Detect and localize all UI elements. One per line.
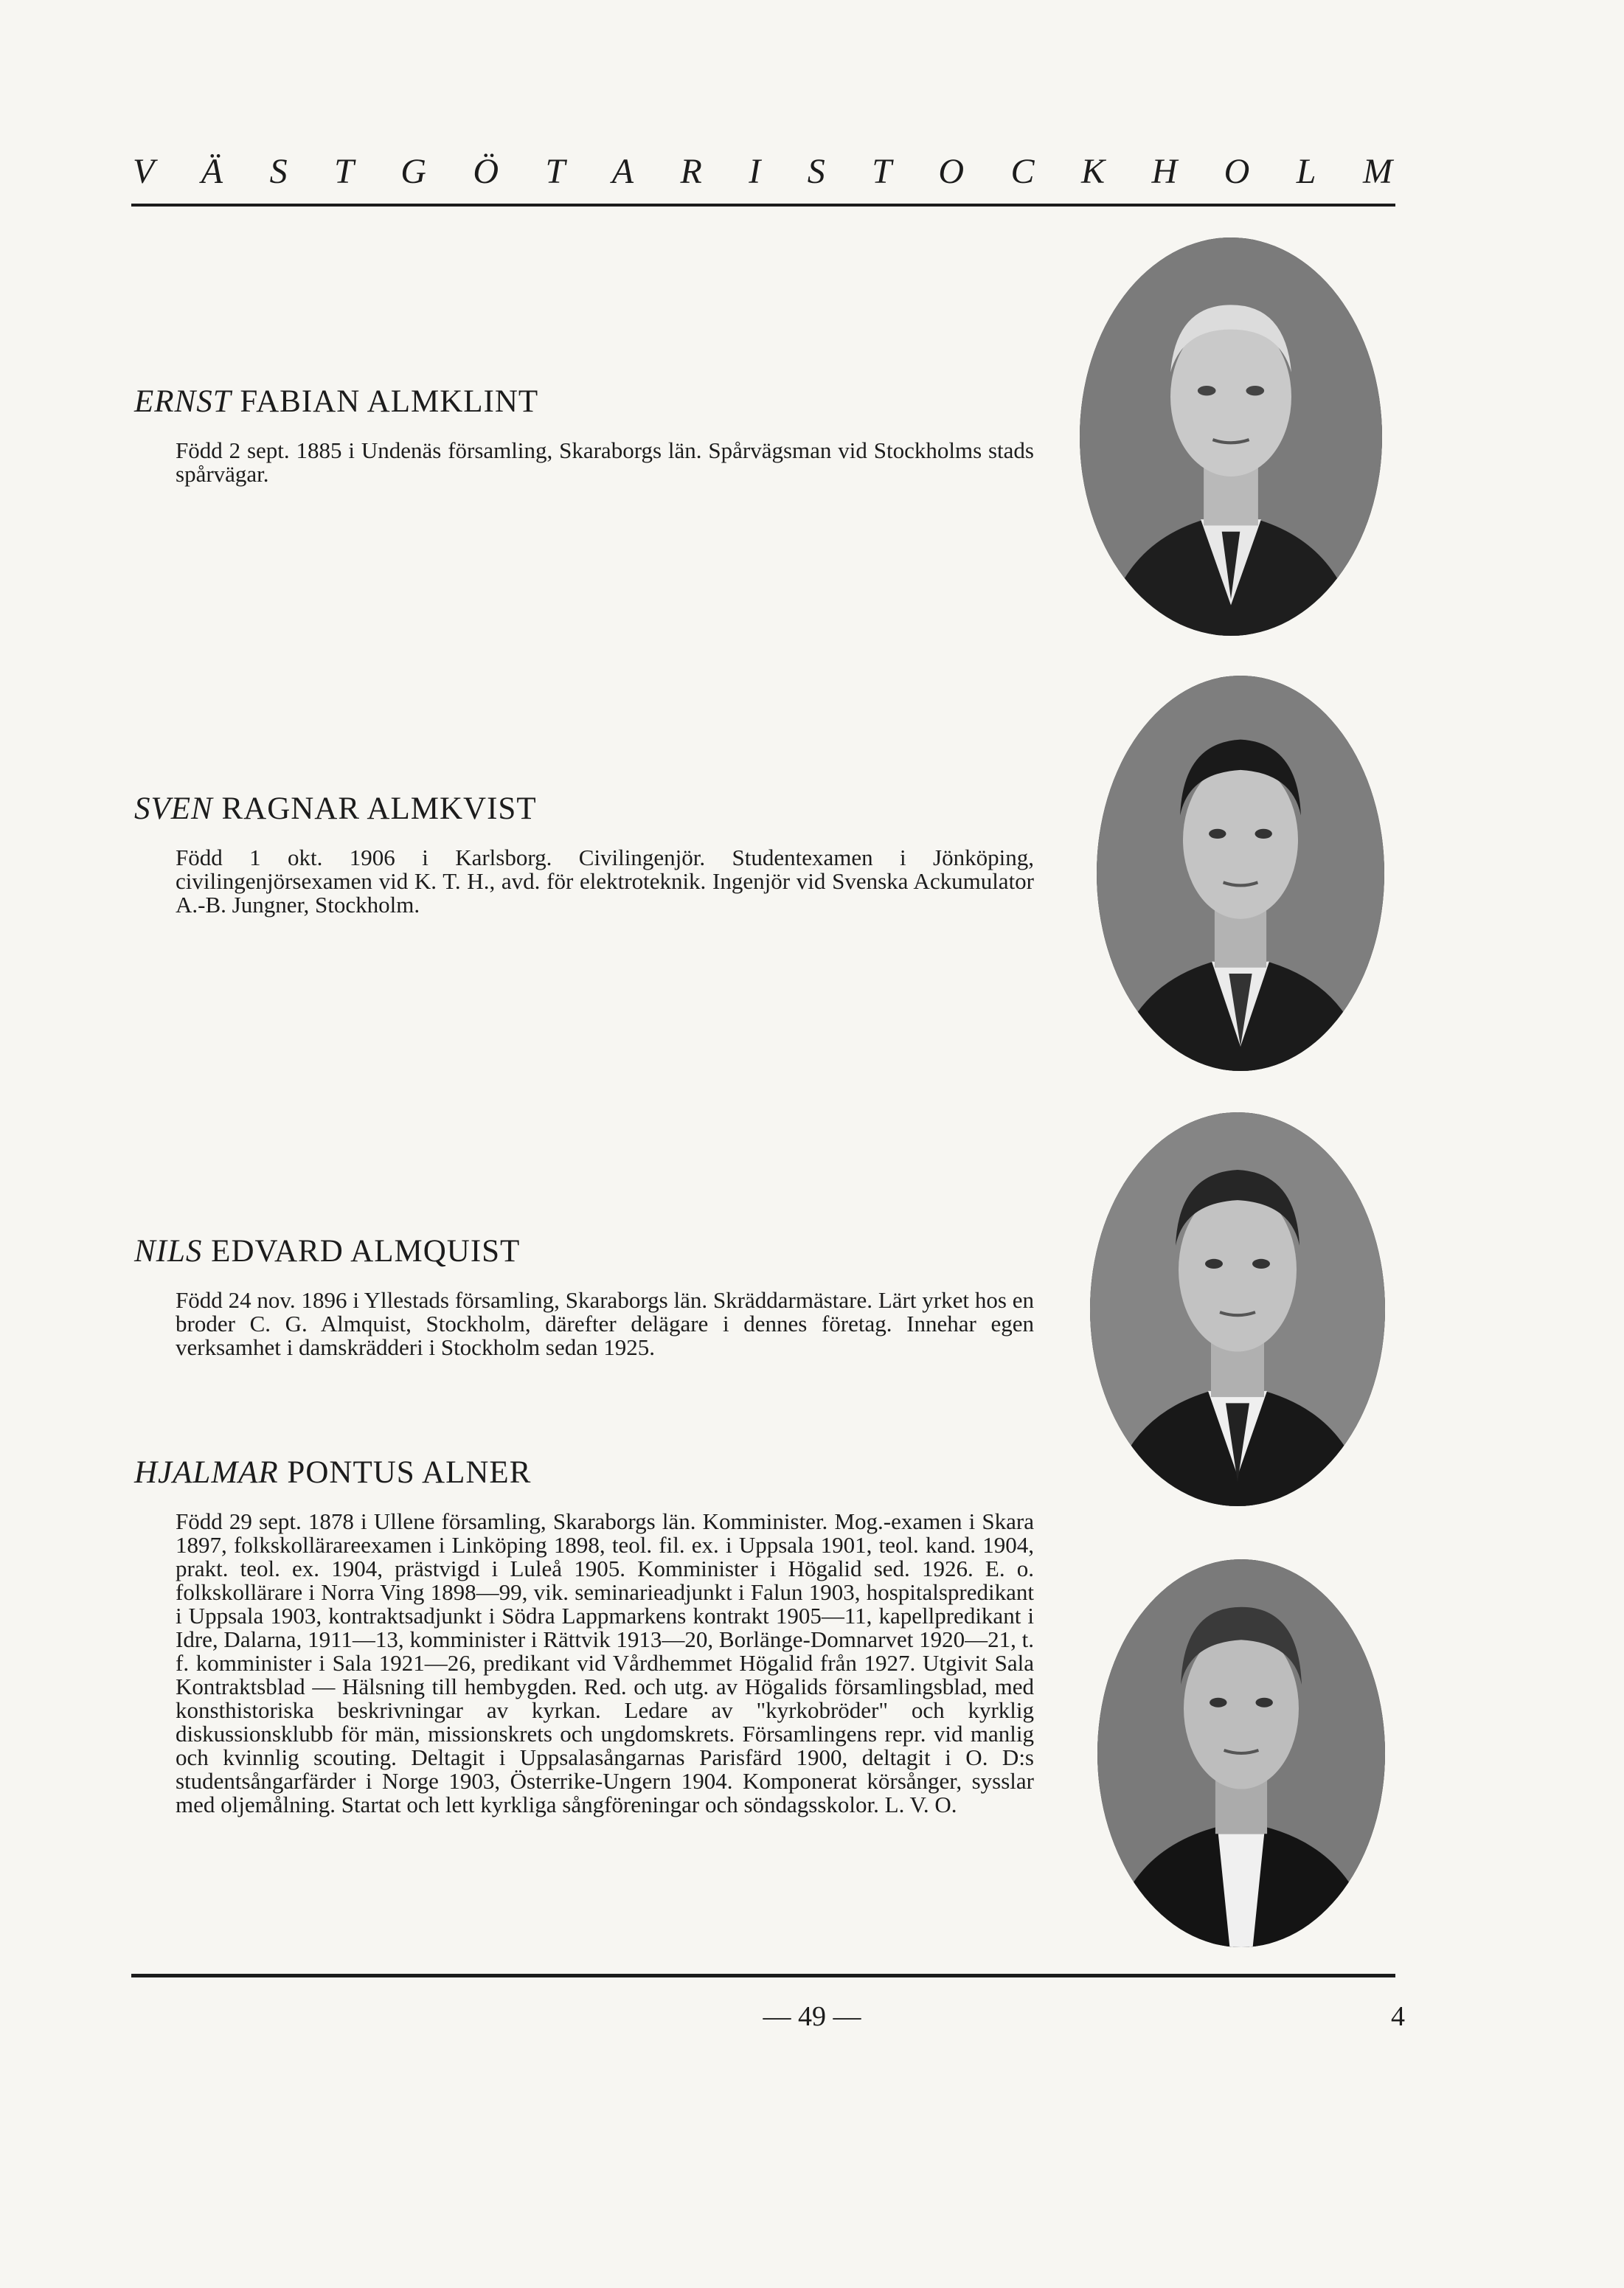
header-rule bbox=[131, 204, 1395, 207]
biography-text: Född 1 okt. 1906 i Karlsborg. Civilingenjör. Studentexamen i Jönköping, civilingenjörsexamen vid K. T. H., avd. för elektroteknik. Ingenjör vid Svenska Ackumulator A.-B. Jungner, Stockholm. bbox=[176, 845, 1034, 918]
biography-text: Född 29 sept. 1878 i Ullene församling, Skaraborgs län. Komminister. Mog.-examen i Skara 1897, folkskollärareexamen i Linköping 1898, teol. fil. ex. i Uppsala 1901, teol. kand. 1904, prakt. teol. ex. 1904, prästvigd i Luleå 1905. Komminister i Högalid sed. 1926. E. o. folkskollärare i Norra Ving 1898—99, vik. seminarieadjunkt i Falun 1903, hospitalspredikant i Uppsala 1903, kontraktsadjunkt i Södra Lappmarkens kontrakt 1905—11, kapellpredikant i Idre, Dalarna, 1911—13, komminister i Rättvik 1913—20, Borlänge-Domnarvet 1920—21, t. f. komminister i Sala 1921—26, predikant vid Vårdhemmet Högalid från 1927. Utgivit Sala Kontraktsblad — Hälsning till hembygden. Red. och utg. av Högalids församlingsblad, med konsthistoriska beskrivningar av kyrkan. Ledare av "kyrkobröder" och kyrklig diskussionsklubb för män, missionskrets och ungdomskrets. Församlingens repr. vid manlig och kvinnlig scouting. Deltagit i Uppsalasångarnas Parisfärd 1900, deltagit i O. D:s studentsångarfärder i Norge 1903, Österrike-Ungern 1904. Komponerat körsånger, sysslar med oljemålning. Startat och lett kyrkliga sångföreningar och söndagsskolor. L. V. O. bbox=[176, 1508, 1034, 1817]
header-letter: T bbox=[545, 152, 567, 191]
page-number: — 49 — bbox=[763, 2001, 861, 2032]
header-letter: Ö bbox=[473, 152, 501, 191]
header-letter: V bbox=[133, 152, 156, 191]
person-name bbox=[134, 1233, 1034, 1269]
header-letter: M bbox=[1362, 152, 1394, 191]
biography-entry bbox=[134, 791, 1034, 917]
header-letter: A bbox=[611, 152, 636, 191]
portrait-figure-icon bbox=[1097, 1559, 1385, 1947]
header-letter: C bbox=[1010, 152, 1036, 191]
portrait-photo bbox=[1090, 1112, 1385, 1506]
header-letter: S bbox=[807, 152, 827, 191]
footer-rule bbox=[131, 1974, 1395, 1977]
person-name bbox=[134, 791, 1034, 827]
family-name: EDVARD ALMQUIST bbox=[211, 1234, 521, 1269]
family-name: FABIAN ALMKLINT bbox=[240, 384, 539, 419]
biography-entry bbox=[134, 1233, 1034, 1359]
family-name: PONTUS ALNER bbox=[287, 1455, 532, 1490]
given-name: SVEN bbox=[134, 791, 213, 826]
signature-mark: 4 bbox=[1391, 2001, 1405, 2032]
header-letter: H bbox=[1151, 152, 1179, 191]
given-name: HJALMAR bbox=[134, 1455, 279, 1490]
header-letter: R bbox=[680, 152, 704, 191]
biography-entry bbox=[134, 1455, 1034, 1817]
header-letter: K bbox=[1081, 152, 1107, 191]
portrait-figure-icon bbox=[1090, 1112, 1385, 1506]
header-letter: O bbox=[938, 152, 966, 191]
header-letter: I bbox=[749, 152, 763, 191]
given-name: NILS bbox=[134, 1234, 203, 1269]
portrait-figure-icon bbox=[1080, 238, 1382, 636]
biography-text: Född 2 sept. 1885 i Undenäs församling, Skaraborgs län. Spårvägsman vid Stockholms stads spårvägar. bbox=[176, 437, 1034, 487]
person-name bbox=[134, 1455, 1034, 1491]
biography-text: Född 24 nov. 1896 i Yllestads församling, Skaraborgs län. Skräddarmästare. Lärt yrket hos en broder C. G. Almquist, Stockholm, därefter delägare i dennes företag. Innehar egen verksamhet i damskrädderi i Stockholm sedan 1925. bbox=[176, 1287, 1034, 1360]
family-name: RAGNAR ALMKVIST bbox=[221, 791, 537, 826]
header-letter: O bbox=[1224, 152, 1252, 191]
biography-entry bbox=[134, 384, 1034, 486]
portrait-photo bbox=[1097, 676, 1384, 1071]
running-header bbox=[133, 151, 1394, 192]
header-letter: S bbox=[269, 152, 289, 191]
person-name bbox=[134, 384, 1034, 420]
header-letter: Ä bbox=[201, 152, 225, 191]
header-letter: G bbox=[400, 152, 428, 191]
header-letter: T bbox=[872, 152, 893, 191]
portrait-photo bbox=[1097, 1559, 1385, 1947]
portrait-figure-icon bbox=[1097, 676, 1384, 1071]
header-letter: L bbox=[1296, 152, 1318, 191]
portrait-photo bbox=[1080, 238, 1382, 636]
given-name: ERNST bbox=[134, 384, 232, 419]
header-letter: T bbox=[334, 152, 355, 191]
